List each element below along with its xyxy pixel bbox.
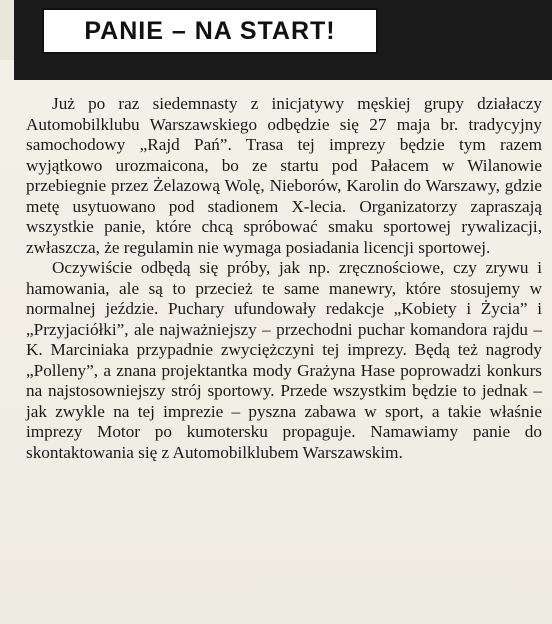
header-banner	[14, 0, 552, 80]
header-title-box	[42, 8, 378, 54]
page-title: PANIE – NA START!	[84, 16, 336, 45]
torn-edge	[0, 0, 14, 60]
article-paragraph-2: Oczywiście odbędą się próby, jak np. zręcznościowe, czy zrywu i hamowania, ale są to przecież te same manewry, które stosujemy w normalnej jeździe. Puchary ufundowały redakcje „Kobiety i Życia” i „Przyjaciółki”, ale najważniejszy – przechodni puchar komandora rajdu – K. Marciniaka przypadnie zwyciężczyni tej imprezy. Będą też nagrody „Polleny”, a znana projektantka mody Grażyna Hase poprowadzi konkurs na najstosowniejszy strój sportowy. Przede wszystkim będzie to jednak – jak zwykle na tej imprezie – pyszna zabawa w sport, a takie właśnie imprezy Motor po kumotersku propaguje. Namawiamy panie do skontaktowania się z Automobilklubem Warszawskim.	[26, 258, 542, 462]
article-paragraph-1: Już po raz siedemnasty z inicjatywy męskiej grupy działaczy Automobilklubu Warszawskiego odbędzie się 27 maja br. tradycyjny samochodowy „Rajd Pań”. Trasa tej imprezy będzie tym razem wyjątkowo urozmaicona, bo ze startu pod Pałacem w Wilanowie przebiegnie przez Żelazową Wolę, Nieborów, Karolin do Warszawy, gdzie metę usytuowano pod stadionem X-lecia. Organizatorzy zapraszają wszystkie panie, które chcą spróbować smaku sportowej rywalizacji, zwłaszcza, że regulamin nie wymaga posiadania licencji sportowej.	[26, 94, 542, 257]
article-body	[26, 94, 542, 463]
